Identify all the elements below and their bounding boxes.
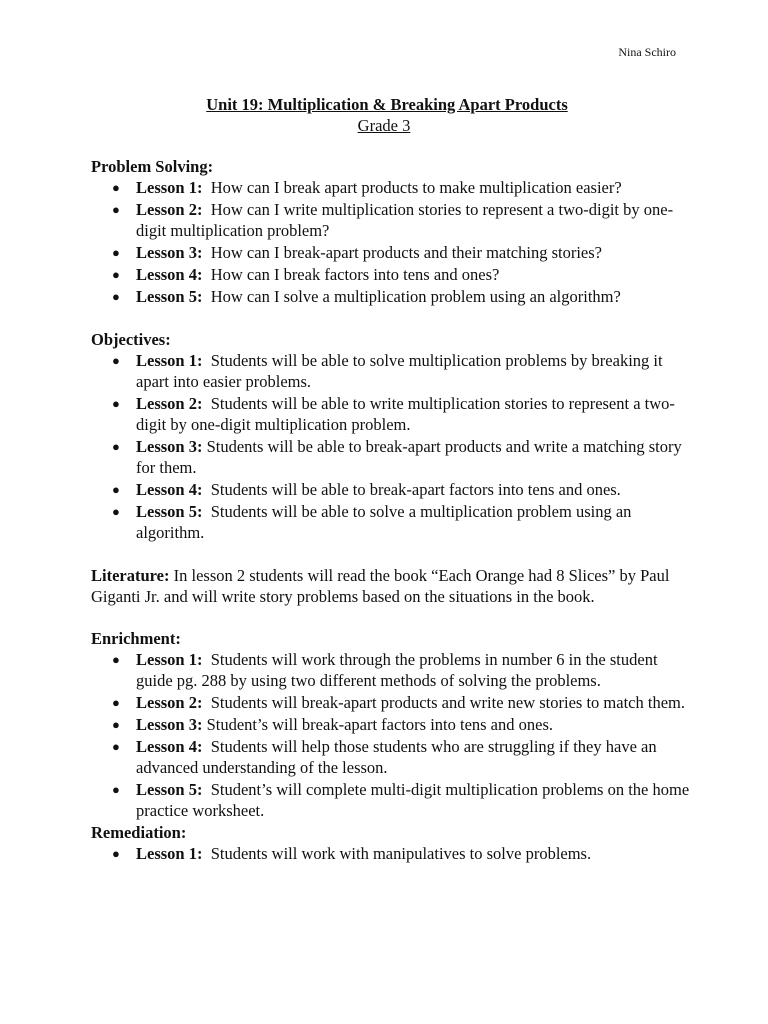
lesson-text: Students will be able to solve multiplication problems by breaking it apart into easier problems. [136, 351, 663, 391]
lesson-label: Lesson 1: [136, 844, 203, 863]
lesson-label: Lesson 1: [136, 178, 203, 197]
lesson-text: Students will work through the problems in number 6 in the student guide pg. 288 by using two different methods of solving the problems. [136, 650, 658, 690]
lesson-text: Students will break-apart products and write new stories to match them. [210, 693, 685, 712]
literature-paragraph [91, 565, 691, 607]
lesson-label: Lesson 4: [136, 480, 203, 499]
bullet-icon: ● [112, 353, 120, 368]
grade-label: Grade 3 [357, 116, 411, 135]
bullet-icon: ● [112, 652, 120, 667]
lesson-text: Students will be able to break-apart products and write a matching story for them. [136, 437, 682, 477]
bullet-icon: ● [112, 439, 120, 454]
list-item [91, 479, 691, 500]
problem-solving-list [91, 177, 691, 307]
list-item [91, 199, 691, 241]
bullet-icon: ● [112, 504, 120, 519]
lesson-text: Student’s will break-apart factors into tens and ones. [206, 715, 554, 734]
bullet-icon: ● [112, 482, 120, 497]
bullet-icon: ● [112, 739, 120, 754]
bullet-icon: ● [112, 245, 120, 260]
lesson-label: Lesson 2: [136, 693, 203, 712]
lesson-text: Students will be able to write multiplication stories to represent a two-digit by one-digit multiplication problem. [136, 394, 675, 434]
list-item [91, 393, 691, 435]
lesson-text: How can I solve a multiplication problem using an algorithm? [210, 287, 621, 306]
literature-label: Literature: [91, 566, 170, 585]
enrichment-heading: Enrichment: [91, 629, 181, 648]
problem-solving-heading: Problem Solving: [91, 157, 214, 176]
list-item [91, 286, 691, 307]
lesson-label: Lesson 3: [136, 437, 203, 456]
lesson-label: Lesson 4: [136, 737, 203, 756]
lesson-label: Lesson 2: [136, 394, 203, 413]
lesson-text: Students will work with manipulatives to solve problems. [210, 844, 592, 863]
list-item [91, 692, 691, 713]
bullet-icon: ● [112, 289, 120, 304]
lesson-label: Lesson 5: [136, 780, 203, 799]
lesson-text: Student’s will complete multi-digit multiplication problems on the home practice worksheet. [136, 780, 690, 820]
literature-text: In lesson 2 students will read the book “Each Orange had 8 Slices” by Paul Giganti Jr. and will write story problems based on the situations in the book. [91, 566, 670, 606]
list-item [91, 714, 691, 735]
spacer [91, 308, 691, 329]
lesson-label: Lesson 3: [136, 243, 203, 262]
list-item [91, 779, 691, 821]
lesson-text: Students will be able to solve a multiplication problem using an algorithm. [136, 502, 632, 542]
title-block [0, 94, 768, 136]
spacer [91, 607, 691, 628]
lesson-label: Lesson 5: [136, 287, 203, 306]
document-body [91, 156, 691, 865]
enrichment-list [91, 649, 691, 821]
list-item [91, 177, 691, 198]
bullet-icon: ● [112, 782, 120, 797]
author-name: Nina Schiro [618, 45, 676, 59]
objectives-list [91, 350, 691, 543]
lesson-label: Lesson 4: [136, 265, 203, 284]
remediation-heading: Remediation: [91, 823, 187, 842]
lesson-text: Students will be able to break-apart factors into tens and ones. [210, 480, 621, 499]
lesson-label: Lesson 5: [136, 502, 203, 521]
lesson-text: How can I break factors into tens and ones? [210, 265, 500, 284]
list-item [91, 736, 691, 778]
remediation-list [91, 843, 691, 864]
unit-title: Unit 19: Multiplication & Breaking Apart Products [206, 95, 568, 114]
lesson-text: How can I write multiplication stories to represent a two-digit by one-digit multiplication problem? [136, 200, 674, 240]
list-item [91, 649, 691, 691]
lesson-text: How can I break apart products to make multiplication easier? [210, 178, 622, 197]
list-item [91, 350, 691, 392]
bullet-icon: ● [112, 180, 120, 195]
bullet-icon: ● [112, 695, 120, 710]
lesson-text: How can I break-apart products and their matching stories? [210, 243, 602, 262]
list-item [91, 843, 691, 864]
lesson-text: Students will help those students who are struggling if they have an advanced understanding of the lesson. [136, 737, 657, 777]
lesson-label: Lesson 1: [136, 650, 203, 669]
list-item [91, 436, 691, 478]
bullet-icon: ● [112, 396, 120, 411]
bullet-icon: ● [112, 202, 120, 217]
objectives-heading: Objectives: [91, 330, 171, 349]
lesson-label: Lesson 3: [136, 715, 203, 734]
spacer [91, 544, 691, 565]
lesson-label: Lesson 1: [136, 351, 203, 370]
bullet-icon: ● [112, 717, 120, 732]
list-item [91, 264, 691, 285]
lesson-label: Lesson 2: [136, 200, 203, 219]
bullet-icon: ● [112, 267, 120, 282]
list-item [91, 501, 691, 543]
list-item [91, 242, 691, 263]
bullet-icon: ● [112, 846, 120, 861]
